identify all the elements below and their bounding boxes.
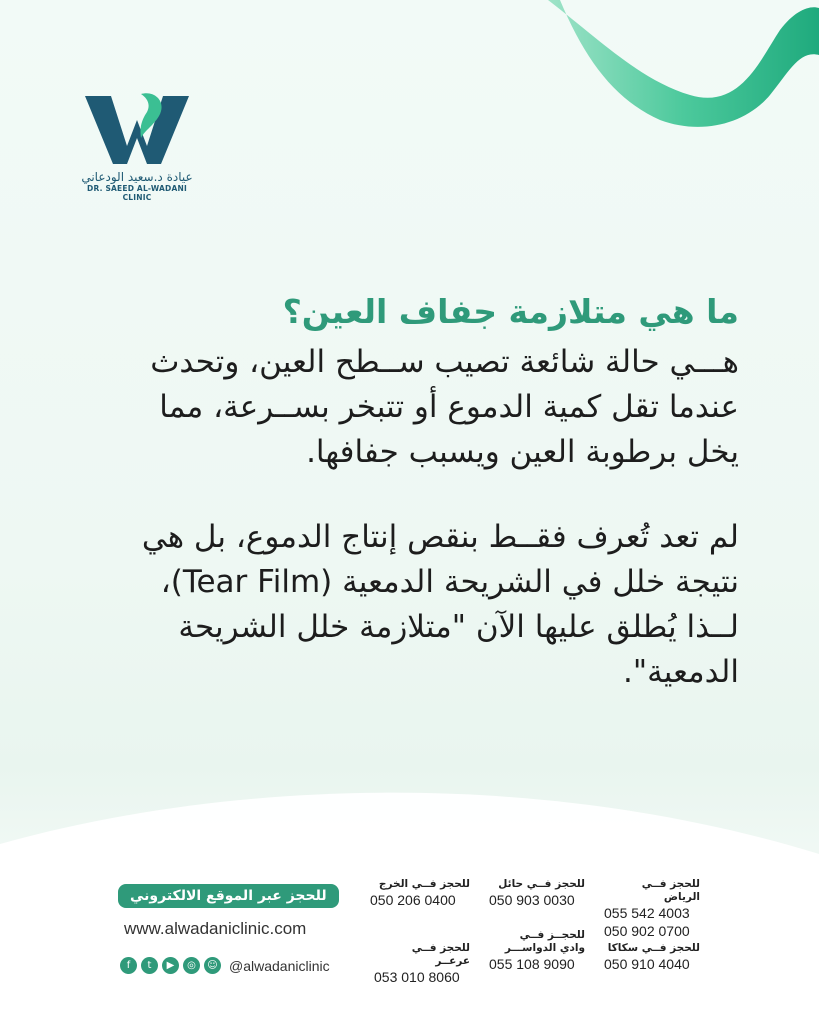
branch-phone[interactable]: 050 902 0700: [604, 923, 690, 939]
logo-english-name: DR. SAEED AL-WADANI CLINIC: [87, 184, 187, 202]
branch-sakaka: [604, 942, 700, 973]
branch-phone[interactable]: 050 910 4040: [604, 956, 690, 972]
branch-phone[interactable]: 050 903 0030: [489, 892, 575, 908]
twitter-icon[interactable]: t: [141, 957, 158, 974]
branch-phone[interactable]: 053 010 8060: [374, 969, 460, 985]
branch-hail: [489, 878, 585, 909]
branch-kharj: [370, 878, 470, 909]
branch-riyadh: [604, 878, 700, 940]
clinic-logo: [72, 90, 202, 202]
article: [119, 290, 739, 695]
branch-label: للحجــز فــي وادي الدواســـر: [504, 929, 585, 954]
branch-label: للحجز فــي حائل: [498, 878, 585, 890]
branch-phone[interactable]: 055 542 4003: [604, 905, 690, 921]
article-headline: ما هي متلازمة جفاف العين؟: [282, 292, 739, 331]
branch-wadi-aldawasir: [489, 929, 585, 973]
branch-label: للحجز فــي سكاكا: [607, 942, 700, 954]
website-url-link[interactable]: www.alwadaniclinic.com: [124, 919, 307, 938]
instagram-icon[interactable]: ◎: [183, 957, 200, 974]
branch-label: للحجز فــي الرياض: [641, 878, 700, 903]
branch-phone[interactable]: 055 108 9090: [489, 956, 575, 972]
branch-label: للحجز فــي عرعــر: [411, 942, 470, 967]
clinic-logo-icon: [81, 90, 193, 168]
youtube-icon[interactable]: ▶: [162, 957, 179, 974]
article-paragraph-2: لم تعد تُعرف فقــط بنقص إنتاج الدموع، بل هي نتيجة خلل في الشريحة الدمعية (Tear Film)، لــذا يُطلق عليها الآن "متلازمة خلل الشريحة الدمعية".: [141, 519, 739, 690]
branch-arar: [374, 942, 470, 986]
branch-phone[interactable]: 050 206 0400: [370, 892, 456, 908]
social-handle[interactable]: @alwadaniclinic: [229, 957, 330, 974]
website-booking-badge: للحجز عبر الموقع الالكتروني: [118, 884, 339, 908]
article-paragraph-1: هـــي حالة شائعة تصيب ســطح العين، وتحدث عندما تقل كمية الدموع أو تتبخر بســرعة، مما يخل برطوبة العين ويسبب جفافها.: [150, 344, 739, 470]
branch-label: للحجز فــي الخرج: [378, 878, 470, 890]
snapchat-icon[interactable]: ☺: [204, 957, 221, 974]
logo-arabic-name: عيادة د.سعيد الودعاني: [81, 170, 193, 184]
social-links: [120, 957, 330, 974]
facebook-icon[interactable]: f: [120, 957, 137, 974]
